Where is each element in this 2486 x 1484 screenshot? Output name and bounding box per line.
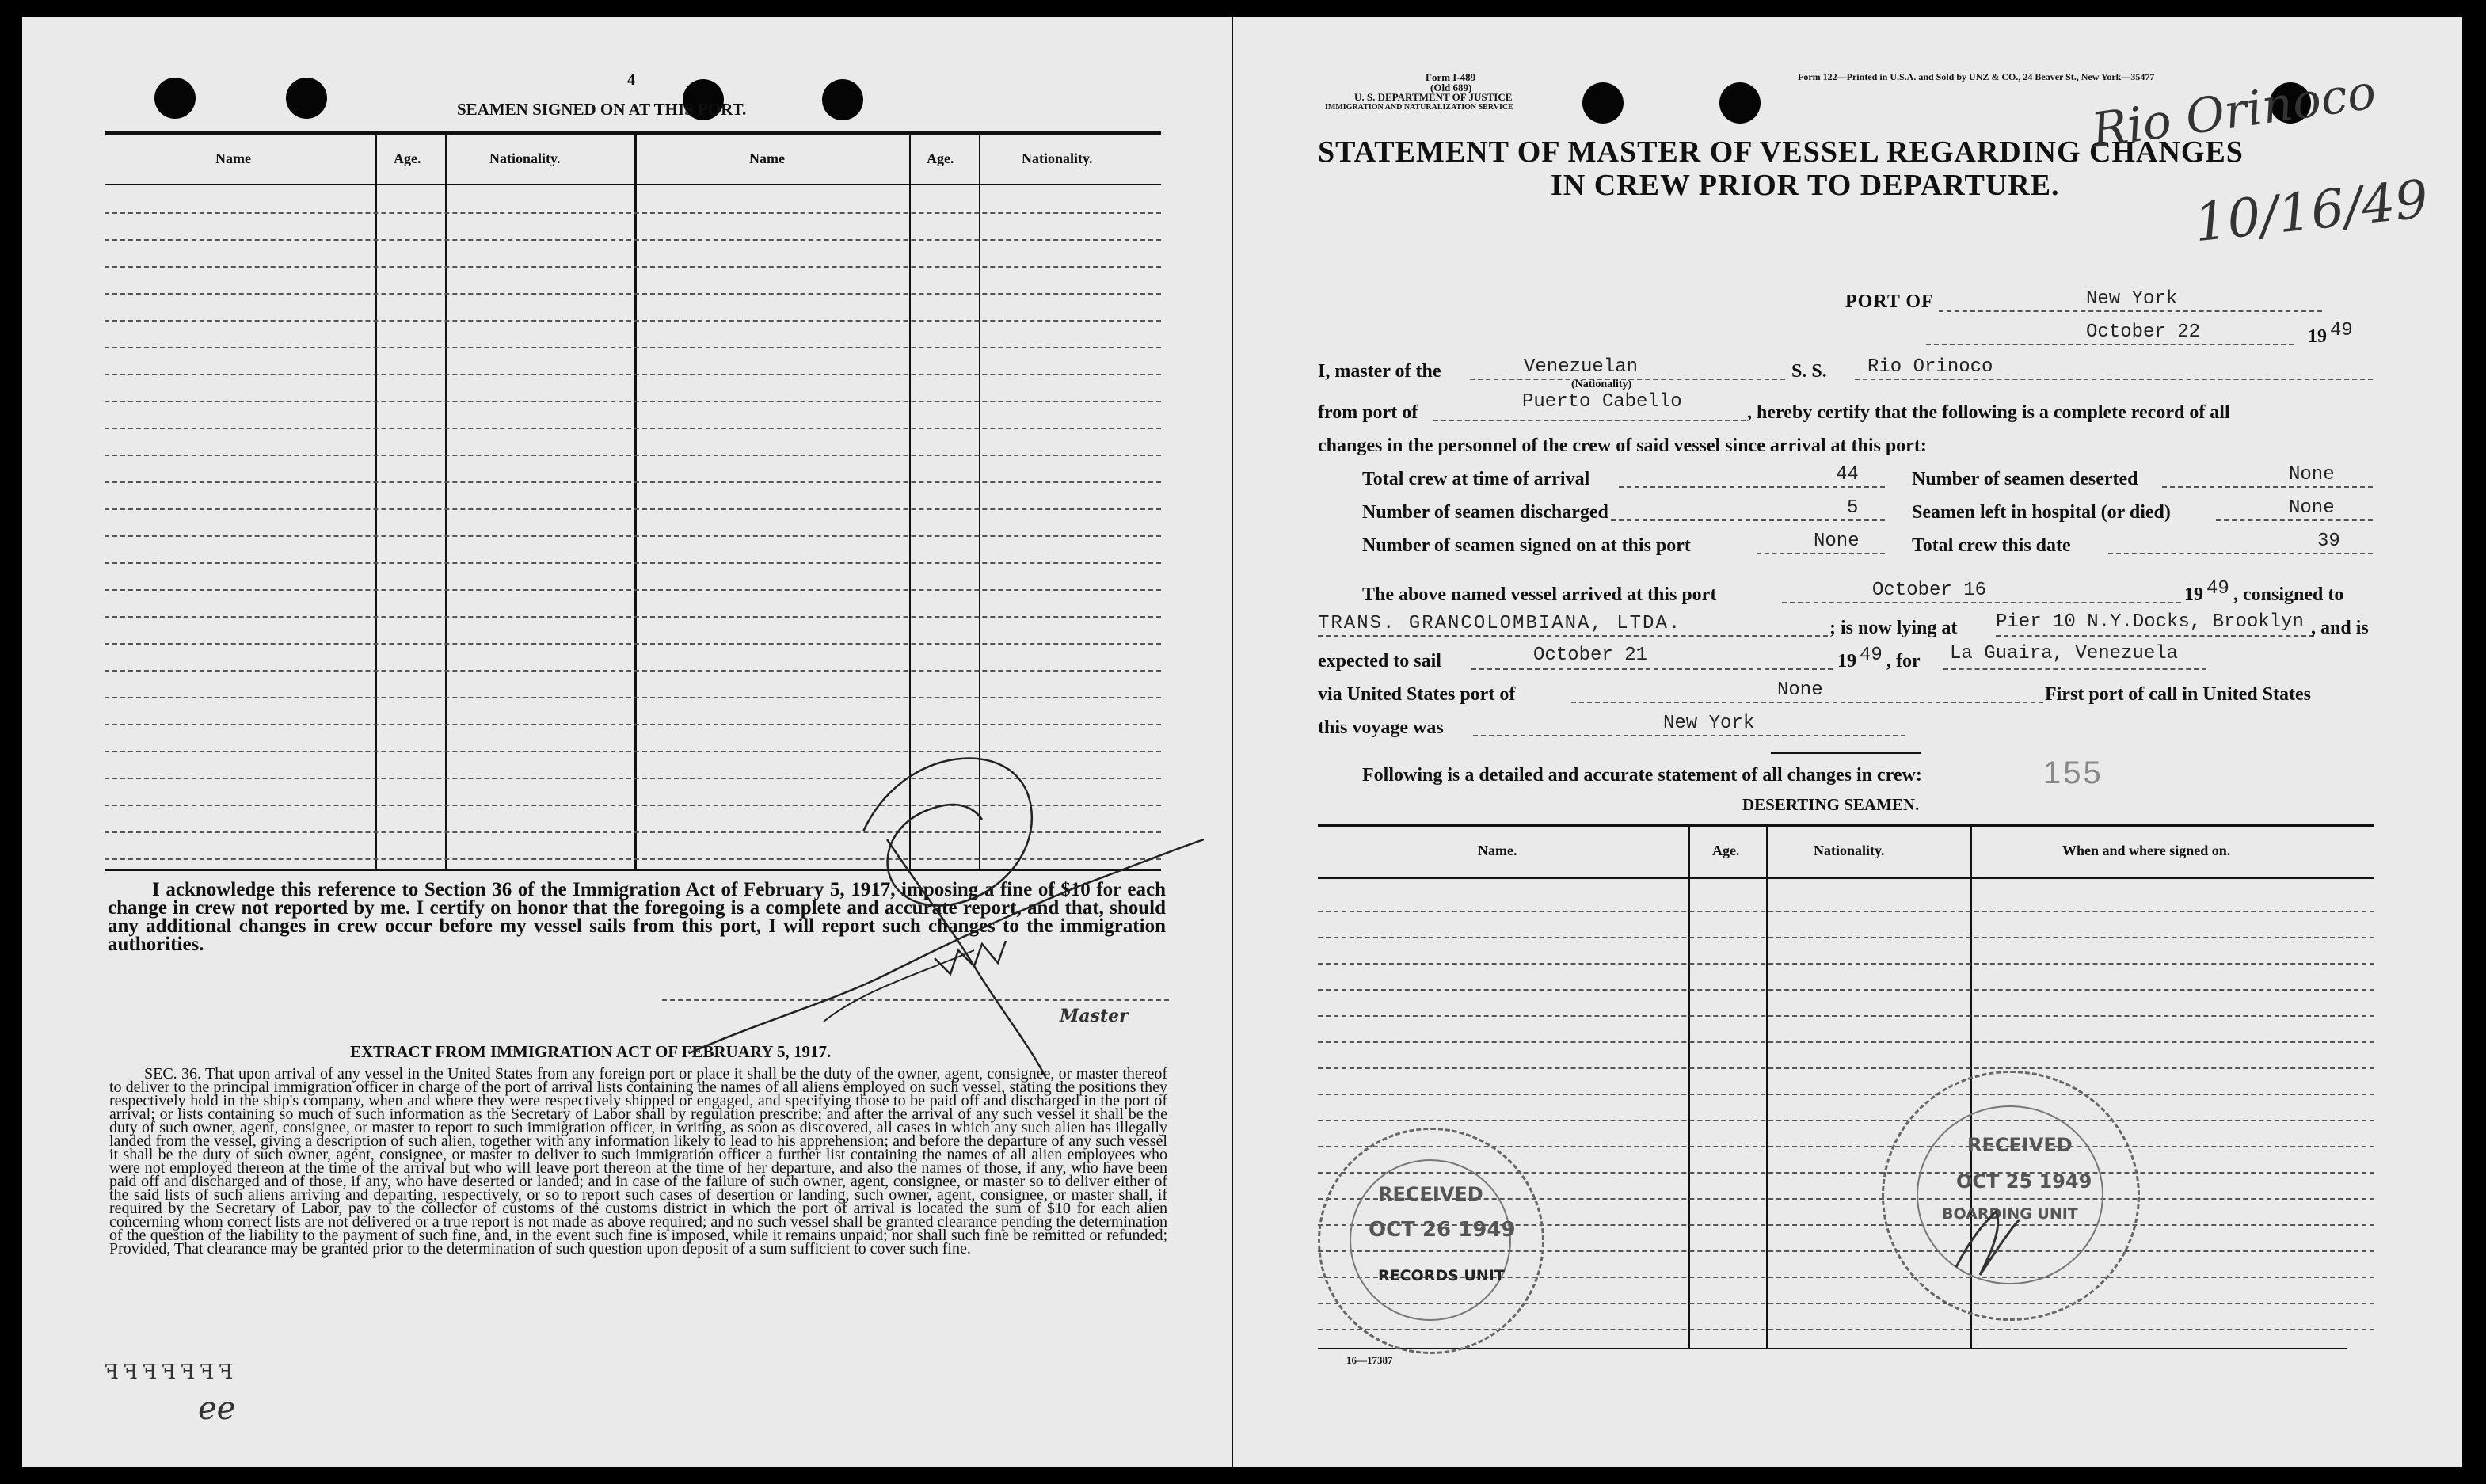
changes-number-stamp: 155 <box>2043 755 2103 790</box>
nationality-caption: (Nationality) <box>1571 379 1632 390</box>
year-value: 49 <box>2330 320 2353 341</box>
table-row <box>1318 989 2374 991</box>
sail-line <box>1471 668 1833 670</box>
ss-label: S. S. <box>1791 361 1827 382</box>
column-header-name: Name <box>749 150 785 166</box>
consigned-label: , consigned to <box>2233 584 2344 605</box>
voyage-line <box>1473 735 1905 736</box>
column-header-signed-on: When and where signed on. <box>2062 843 2231 858</box>
column-header-nationality: Nationality. <box>1022 150 1093 166</box>
stamp-date: OCT 25 1949 <box>1956 1170 2092 1193</box>
ship-field-line <box>1855 379 2373 380</box>
arrived-year-value: 49 <box>2206 578 2229 599</box>
sail-year-value: 49 <box>1860 645 1883 666</box>
total-this-date-label: Total crew this date <box>1912 535 2071 556</box>
certify-text: , hereby certify that the following is a complete record of all <box>1747 402 2230 423</box>
extract-title: EXTRACT FROM IMMIGRATION ACT OF FEBRUARY 5, 1917. <box>350 1042 832 1061</box>
sail-value: October 21 <box>1533 645 1648 666</box>
nationality-value: Venezuelan <box>1524 356 1639 378</box>
deserted-line <box>2162 486 2373 488</box>
table-row <box>105 508 1161 510</box>
discharged-label: Number of seamen discharged <box>1362 502 1608 523</box>
arrived-value: October 16 <box>1872 580 1987 601</box>
deserted-value: None <box>2289 464 2335 485</box>
old-form-number: (Old 689) <box>1430 82 1472 93</box>
destination-value: La Guaira, Venezuela <box>1950 643 2179 664</box>
handwritten-ship-name: Rio Orinoco <box>2088 64 2380 159</box>
page-number: 4 <box>627 71 635 89</box>
table-row <box>105 697 1161 698</box>
via-line <box>1571 702 2043 703</box>
via-value: None <box>1777 679 1823 701</box>
discharged-value: 5 <box>1847 497 1859 519</box>
total-crew-arrival-label: Total crew at time of arrival <box>1362 469 1590 489</box>
lying-label: ; is now lying at <box>1829 618 1958 638</box>
table-row <box>105 481 1161 483</box>
signed-on-label: Number of seamen signed on at this port <box>1362 535 1691 556</box>
table-row <box>1318 963 2374 965</box>
table-row <box>1318 937 2374 938</box>
table-row <box>1318 1067 2374 1069</box>
form-number: Form I-489 <box>1426 71 1476 83</box>
column-header-age: Age. <box>394 150 421 166</box>
service-name: IMMIGRATION AND NATURALIZATION SERVICE <box>1325 103 1513 112</box>
punch-hole <box>286 78 327 119</box>
punch-hole <box>1719 82 1761 124</box>
via-label: via United States port of <box>1318 684 1516 705</box>
table-row <box>1318 1015 2374 1017</box>
total-this-date-line <box>2108 553 2373 554</box>
total-this-date-value: 39 <box>2317 531 2340 552</box>
table-row <box>105 212 1161 214</box>
column-divider <box>1766 827 1768 1349</box>
stamp-unit: BOARDING UNIT <box>1942 1205 2078 1223</box>
table-row <box>105 320 1161 322</box>
table-top-rule <box>105 131 1161 135</box>
table-row <box>105 616 1161 618</box>
table-row <box>105 374 1161 375</box>
voyage-label: this voyage was <box>1318 717 1444 738</box>
table-row <box>1318 1094 2374 1095</box>
master-label: Master <box>1060 1006 1129 1026</box>
column-header-name: Name <box>215 150 251 166</box>
table-row <box>1318 1041 2374 1043</box>
section-divider-short <box>1771 752 1921 754</box>
following-label: Following is a detailed and accurate statement of all changes in crew: <box>1362 765 1922 786</box>
stamp-initials <box>1940 1188 2035 1291</box>
deserting-table-top-rule <box>1318 824 2374 827</box>
ship-value: Rio Orinoco <box>1867 356 1993 378</box>
sail-label: expected to sail <box>1318 651 1441 672</box>
page-gutter <box>1232 17 1233 1467</box>
table-row <box>105 535 1161 537</box>
section-title: SEAMEN SIGNED ON AT THIS PORT. <box>457 100 747 119</box>
and-is-label: , and is <box>2311 618 2369 638</box>
table-row <box>105 239 1161 241</box>
table-row <box>1318 911 2374 912</box>
column-header-age: Age. <box>927 150 954 166</box>
table-row <box>105 589 1161 591</box>
printer-info: Form 122—Printed in U.S.A. and Sold by UNZ & CO., 24 Beaver St., New York—35477 <box>1798 71 2155 82</box>
from-port-value: Puerto Cabello <box>1522 391 1682 413</box>
arrived-label: The above named vessel arrived at this port <box>1362 584 1717 605</box>
date-field-line <box>1926 344 2294 345</box>
for-label: , for <box>1886 651 1921 672</box>
master-signature <box>602 729 1204 1093</box>
deserting-table-header-rule <box>1318 877 2374 879</box>
column-header-age: Age. <box>1712 843 1740 858</box>
signed-on-value: None <box>1814 531 1860 552</box>
table-row <box>105 643 1161 645</box>
port-field-line <box>1939 310 2322 312</box>
table-row <box>105 266 1161 268</box>
extract-text: SEC. 36. That upon arrival of any vessel in the United States from any foreign port or place it shall be the duty of the owner, agent, consignee, or master thereof to deliver to the principal immigration officer in charge of the port of arrival lists containing the names of all aliens employed on such vessel, stating the positions they respectively hold in the ship's company, when and where they were respectively shipped or engaged, and specifying those to be paid off and discharged in the port of arrival; or lists containing so much of such information as the Secretary of Labor shall by regulation prescribe; and after the arrival of any such vessel it shall be the duty of such owner, agent, consignee, or master to report to such immigration officer, in writing, as soon as discovered, all cases in which any such alien has illegally landed from the vessel, giving a description of such alien, together with any information likely to lead to his apprehension; and before the departure of any such vessel it shall be the duty of such owner, agent, consignee, or master to deliver to such immigration officer a further list containing the names of all alien employees who were not employed thereon at the time of the arrival but who will leave port thereon at the time of her departure, and also the names of those, if any, who have been paid off and discharged and of those, if any, who have deserted or landed; and in case of the failure of such owner, agent, consignee, or master so to deliver either of the said lists of such aliens arriving and departing, respectively, or so to report such cases of desertion or landing, such owner, agent, consignee, or master shall, if required by the Secretary of Labor, pay to the collector of customs of the customs district in which the port of arrival is located the sum of $10 for each alien concerning whom correct lists are not delivered or a true report is not made as above required; and no such vessel shall be granted clearance pending the determination of the question of the liability to the payment of such fine, and, in the event such fine is imposed, while it remains unpaid; nor shall such fine be remitted or refunded; Provided, That clearance may be granted prior to the determination of such question upon deposit of a sum sufficient to cover such fine. <box>109 1065 1167 1258</box>
handwritten-date: 10/16/49 <box>2191 168 2431 254</box>
column-divider <box>445 135 447 871</box>
consignee-line <box>1318 635 1828 637</box>
table-header-rule <box>105 184 1161 185</box>
signed-on-line <box>1757 553 1885 554</box>
port-label: PORT OF <box>1845 291 1934 312</box>
total-crew-arrival-value: 44 <box>1836 464 1859 485</box>
column-header-nationality: Nationality. <box>489 150 561 166</box>
hospital-value: None <box>2289 497 2335 519</box>
table-row <box>105 670 1161 672</box>
master-of-label: I, master of the <box>1318 361 1441 382</box>
stamp-unit: RECORDS UNIT <box>1378 1267 1505 1284</box>
port-value: New York <box>2086 288 2178 310</box>
document-title-line2: IN CREW PRIOR TO DEPARTURE. <box>1551 169 2060 202</box>
table-row <box>105 724 1161 725</box>
table-row <box>105 455 1161 456</box>
lying-value: Pier 10 N.Y.Docks, Brooklyn <box>1996 611 2304 633</box>
hospital-line <box>2216 519 2373 521</box>
department-name: U. S. DEPARTMENT OF JUSTICE <box>1354 91 1513 103</box>
table-row <box>105 401 1161 402</box>
table-row <box>105 293 1161 295</box>
deserting-table-bottom-rule <box>1318 1348 2347 1349</box>
stamp-received-label: RECEIVED <box>1967 1134 2073 1156</box>
voyage-value: New York <box>1663 713 1755 734</box>
punch-hole <box>154 78 196 119</box>
table-row <box>105 347 1161 348</box>
bottom-initials: ee <box>198 1391 236 1427</box>
lying-line <box>1996 635 2314 637</box>
discharged-line <box>1611 519 1885 521</box>
arrived-year-prefix: 19 <box>2184 584 2203 605</box>
consignee-value: TRANS. GRANCOLOMBIANA, LTDA. <box>1318 613 1682 634</box>
destination-line <box>1943 668 2206 670</box>
deserted-label: Number of seamen deserted <box>1912 469 2138 489</box>
arrived-line <box>1782 602 2181 603</box>
document-title-line1: STATEMENT OF MASTER OF VESSEL REGARDING CHANGES <box>1318 135 2244 169</box>
punch-hole <box>1582 82 1624 124</box>
table-row <box>1318 1120 2374 1121</box>
column-divider <box>1688 827 1690 1349</box>
year-prefix: 19 <box>2308 326 2327 347</box>
sail-year-prefix: 19 <box>1837 651 1856 672</box>
table-row <box>105 562 1161 564</box>
bottom-stamp-text: ꟻꟻꟻꟻꟻꟻꟻ <box>105 1360 238 1383</box>
punch-hole <box>822 79 863 120</box>
from-port-field-line <box>1433 420 1746 421</box>
column-header-nationality: Nationality. <box>1814 843 1885 858</box>
hospital-label: Seamen left in hospital (or died) <box>1912 502 2171 523</box>
column-header-name: Name. <box>1478 843 1517 858</box>
column-divider <box>375 135 377 871</box>
total-crew-arrival-line <box>1619 486 1885 488</box>
table-row <box>105 428 1161 429</box>
first-port-label: First port of call in United States <box>2045 684 2311 705</box>
date-value: October 22 <box>2086 322 2201 343</box>
from-port-label: from port of <box>1318 402 1418 423</box>
acknowledgment-text: I acknowledge this reference to Section 36 of the Immigration Act of February 5, 1917, imposing a fine of $10 for each change in crew not reported by me. I certify on honor that the foregoing is a complete and accurate report, and that, should any additional changes in crew occur before my vessel sails from this port, I will report such changes to the immigration authorities. <box>108 879 1166 955</box>
form-print-number: 16—17387 <box>1346 1354 1393 1366</box>
stamp-received-label: RECEIVED <box>1378 1183 1483 1205</box>
stamp-date: OCT 26 1949 <box>1369 1218 1516 1242</box>
changes-text: changes in the personnel of the crew of said vessel since arrival at this port: <box>1318 436 1927 456</box>
deserting-title: DESERTING SEAMEN. <box>1742 795 1920 814</box>
